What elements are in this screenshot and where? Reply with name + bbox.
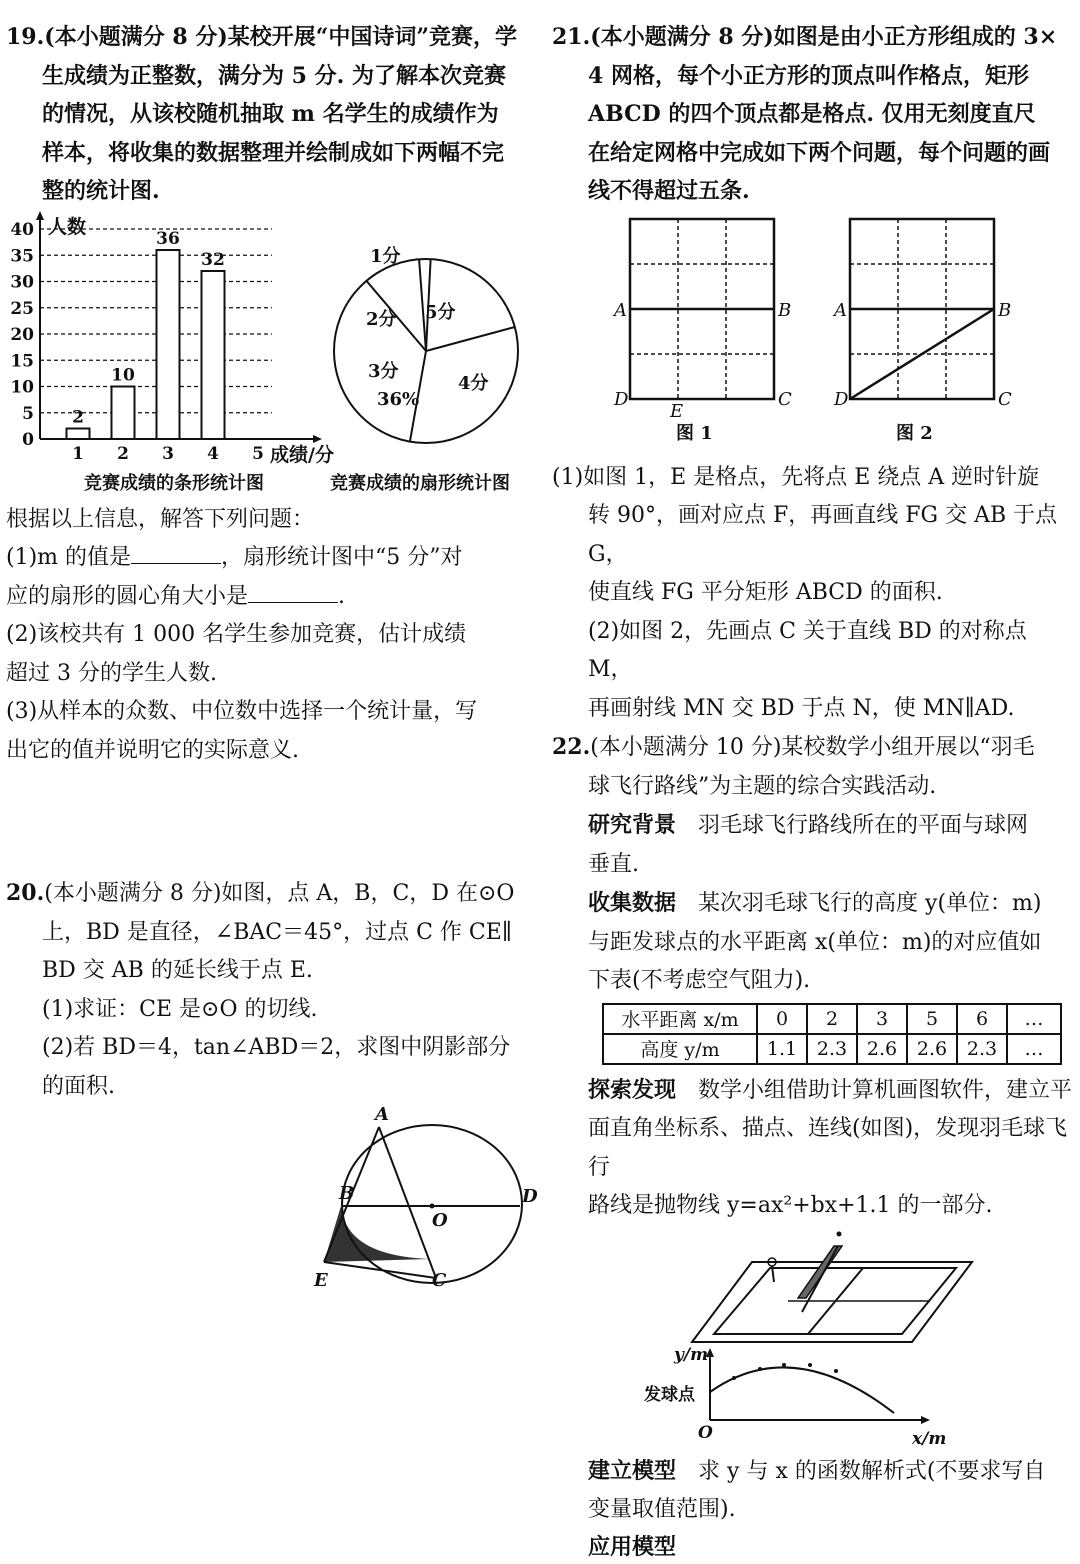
q22-text: (本小题满分 10 分)某校数学小组开展以“羽毛 [590,735,1035,760]
right-column [552,18,1076,1560]
shaded-region [324,1206,430,1262]
table-cell: 2.6 [857,1034,907,1064]
x-tick-label: 4 [207,443,219,464]
q19-intro: 根据以上信息，解答下列问题： [6,506,315,532]
q22-bg-text: 羽毛球飞行路线所在的平面与球网 [698,813,1029,838]
q19-part2-line2: 超过 3 分的学生人数. [6,660,217,686]
left-column [6,18,538,1296]
q19-part1-line2 [6,578,534,617]
bar-value-label: 32 [201,249,225,270]
q22-line-1 [552,728,1076,768]
q21-grids-svg [552,211,1076,459]
parabola-curve [710,1367,894,1413]
q22-collect-text: 某次羽毛球飞行的高度 y(单位：m) [698,891,1042,916]
q19-line-4: 样本，将收集的数据整理并绘制成如下两幅不完 [42,139,505,166]
line-ce [324,1262,436,1278]
q21-part2-line1: (2)如图 2，先画点 C 关于直线 BD 的对称点 M， [588,618,1027,682]
fig1-caption: 图 1 [676,422,713,444]
q21-line-1 [552,18,1076,57]
q21-part1-line1: (1)如图 1，E 是格点，先将点 E 绕点 A 逆时针旋 [552,464,1040,490]
graph-x-arrow [921,1416,930,1424]
pie-chart [330,245,518,494]
y-tick-label: 35 [10,245,34,266]
table-cell: 5 [907,1004,957,1034]
table-cell: 3 [857,1004,907,1034]
data-point [758,1367,762,1371]
q19-part1-line1 [6,539,534,578]
q20-line-2: 上，BD 是直径，∠BAC＝45°，过点 C 作 CE∥ [42,919,512,945]
q21-line-3: ABCD 的四个顶点都是格点. 仅用无刻度直尺 [588,101,1036,127]
q19-part1-c: 应的扇形的圆心角大小是 [6,583,249,609]
bar [157,250,180,439]
table-head-y: 高度 y/m [603,1034,757,1064]
x-tick-label: 5 [252,443,264,464]
bar-value-label: 2 [72,407,84,427]
q19-part3-line2: 出它的值并说明它的实际意义. [6,737,299,763]
shuttlecock [837,1231,842,1236]
data-table [602,1003,1062,1065]
q22-bg-title: 研究背景 [588,812,677,838]
y-tick-label: 5 [22,403,34,424]
q22-explore-title: 探索发现 [588,1076,677,1103]
y-tick-label: 15 [10,350,34,371]
q22-explore-line3: 路线是抛物线 y=ax²+bx+1.1 的一部分. [588,1193,993,1218]
answer-blank-angle[interactable] [248,582,338,603]
bar-yticks [10,220,34,450]
bar-ylabel: 人数 [48,215,87,238]
q19-text: (本小题满分 8 分)某校开展“中国诗词”竞赛，学 [44,24,518,50]
q19-part1-a: (1)m 的值是 [6,545,132,570]
q21-text: (本小题满分 8 分)如图是由小正方形组成的 3× [590,24,1058,50]
q21-line-2: 4 网格，每个小正方形的顶点叫作格点，矩形 [588,62,1029,89]
graph-ylabel: y/m [674,1344,709,1365]
table-cell: 2.3 [957,1034,1007,1064]
q21-line-5: 线不得超过五条. [588,178,750,204]
q22-number: 22. [552,734,591,760]
question-20 [6,874,538,1296]
q22-explore-line1 [552,1071,1076,1111]
q20-text: (本小题满分 8 分)如图，点 A，B，C，D 在⊙O [44,881,515,906]
q21-part1-line3: 使直线 FG 平分矩形 ABCD 的面积. [588,580,943,605]
pie-label-4: 4分 [458,372,489,394]
q20-part2-line1: (2)若 BD＝4，tan∠ABD＝2，求图中阴影部分 [42,1035,511,1060]
net [798,1246,842,1298]
label-e: E [314,1270,328,1291]
data-point [808,1363,812,1367]
q19-part2-line1: (2)该校共有 1 000 名学生参加竞赛，估计成绩 [6,622,467,647]
court-outer [692,1262,972,1342]
grid1-label-d: D [614,388,629,410]
y-tick-label: 25 [10,298,34,319]
label-a: A [375,1104,389,1125]
q21-figures [552,211,1076,459]
grid1-label-c: C [778,388,792,410]
fig2-caption: 图 2 [896,422,933,444]
q21-part2-line2: 再画射线 MN 交 BD 于点 N，使 MN∥AD. [588,695,1015,721]
trajectory-graph [643,1345,946,1449]
bar-y-arrow [36,211,44,220]
q22-explore-line2: 面直角坐标系、描点、连线(如图)，发现羽毛球飞行 [588,1116,1068,1180]
grid2-label-b: B [998,299,1012,321]
q19-part1-b: ，扇形统计图中“5 分”对 [221,545,463,570]
label-o: O [432,1210,448,1231]
data-point [834,1369,838,1373]
question-19 [6,18,534,770]
q22-line-2: 球飞行路线”为主题的综合实践活动. [588,773,937,799]
grid-figure-2 [832,219,1012,444]
table-row-x [603,1004,1061,1034]
pie-label-3: 3分 [368,360,399,382]
label-c: C [432,1270,447,1291]
bar-chart [10,211,334,494]
center-o-dot [430,1204,435,1209]
pie-label-1: 1分 [370,245,401,267]
pie-label-5: 5分 [425,301,456,323]
q22-model-title: 建立模型 [588,1457,677,1484]
q22-explore-text: 数学小组借助计算机画图软件，建立平 [698,1077,1073,1103]
q19-line-3: 的情况，从该校随机抽取 m 名学生的成绩作为 [42,101,499,127]
q20-part1: (1)求证：CE 是⊙O 的切线. [42,996,318,1022]
table-cell: 1.1 [757,1034,807,1064]
q20-line-3: BD 交 AB 的延长线于点 E. [42,958,313,983]
question-22 [552,728,1076,1560]
badminton-court [692,1231,972,1342]
table-cell: 2 [807,1004,857,1034]
bar [202,271,225,439]
grid1-label-b: B [778,299,792,321]
q19-part1-d: . [338,583,346,609]
grid1-label-e: E [670,400,684,422]
net-post [802,1246,838,1312]
y-tick-label: 20 [10,324,34,345]
bar [112,386,135,439]
q20-number: 20. [6,880,45,906]
q21-number: 21. [552,24,591,50]
label-b: B [339,1183,355,1204]
q22-model-line1 [552,1452,1076,1492]
q22-collect-title: 收集数据 [588,890,677,916]
x-tick-label: 1 [72,443,84,464]
q19-number: 19. [6,24,45,50]
q19-line-2: 生成绩为正整数，满分为 5 分. 为了解本次竞赛 [42,62,506,89]
q22-figure [552,1226,1076,1452]
data-point [782,1363,786,1367]
table-head-x: 水平距离 x/m [603,1004,757,1034]
y-tick-label: 40 [10,219,34,240]
pie-label-3-percent: 36% [377,388,420,410]
table-cell: … [1007,1004,1061,1034]
graph-serve-label: 发球点 [644,1384,695,1405]
question-21 [552,18,1076,728]
grid2-label-d: D [834,388,849,410]
bar-xlabel: 成绩/分 [270,443,334,466]
q22-model-text: 求 y 与 x 的函数解析式(不要求写自 [698,1458,1046,1484]
bar [67,428,90,439]
q21-part1-line2: 转 90°，画对应点 F，再画直线 FG 交 AB 于点 G， [588,503,1058,567]
y-tick-label: 0 [22,429,34,450]
graph-xlabel: x/m [912,1428,947,1449]
table-cell: 2.6 [907,1034,957,1064]
q21-line-4: 在给定网格中完成如下两个问题，每个问题的画 [588,139,1051,166]
x-tick-label: 2 [117,443,129,464]
table-cell: 0 [757,1004,807,1034]
x-tick-label: 3 [162,443,174,464]
q20-circle-svg [6,1104,538,1296]
bar-x-arrow [313,435,322,443]
q20-figure [6,1104,538,1296]
q22-collect-line2: 与距发球点的水平距离 x(单位：m)的对应值如 [588,929,1042,955]
q22-bg-line1 [552,806,1076,846]
q22-bg-line2: 垂直. [588,851,639,877]
bar-xticks [72,444,264,464]
q19-charts-svg [6,211,534,501]
data-point [732,1376,736,1380]
y-tick-label: 10 [10,377,34,397]
table-row-y [603,1034,1061,1064]
answer-blank-m[interactable] [131,543,221,564]
y-tick-label: 30 [10,272,34,292]
pie-slices [334,259,518,443]
q19-part3-line1: (3)从样本的众数、中位数中选择一个统计量，写 [6,699,478,724]
q22-model-line2: 变量取值范围). [588,1497,736,1522]
table-cell: 6 [957,1004,1007,1034]
q22-collect-line1 [552,884,1076,924]
bar-value-label: 36 [156,228,180,249]
q20-line-1 [6,874,534,914]
table-cell: … [1007,1034,1061,1064]
table-cell: 2.3 [807,1034,857,1064]
pie-caption: 竞赛成绩的扇形统计图 [330,472,510,494]
q19-figures [6,211,534,501]
pie-label-2: 2分 [366,308,397,330]
q19-line-1 [6,18,534,57]
label-d: D [522,1186,538,1207]
q22-court-graph-svg [552,1226,1076,1452]
bar-value-label: 10 [111,365,135,385]
bar-caption: 竞赛成绩的条形统计图 [84,472,264,494]
q22-collect-line3: 下表(不考虑空气阻力). [588,968,811,993]
grid2-label-a: A [834,299,847,321]
q19-line-5: 整的统计图. [42,178,160,204]
q22-apply-title: 应用模型 [588,1533,677,1560]
q20-part2-line2: 的面积. [42,1073,115,1099]
grid2-label-c: C [998,388,1012,410]
graph-origin: O [698,1422,713,1443]
grid1-label-a: A [614,299,627,321]
grid-figure-1 [612,219,792,444]
